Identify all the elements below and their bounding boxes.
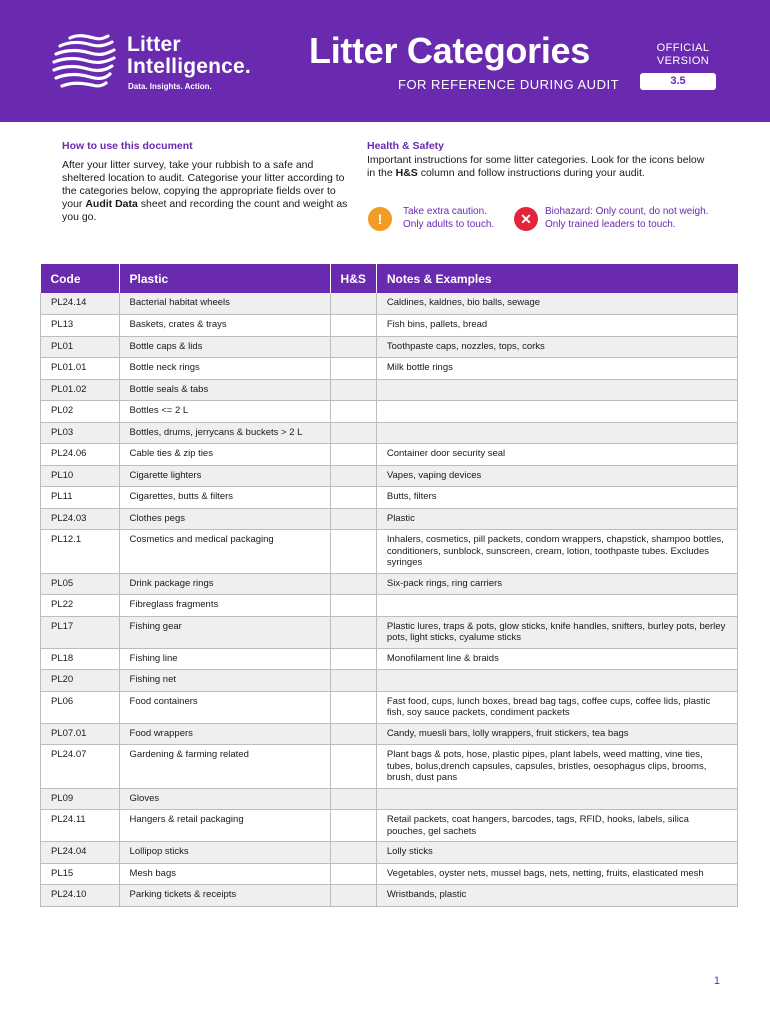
plastic-cell: Food containers bbox=[119, 691, 330, 723]
plastic-cell: Gloves bbox=[119, 788, 330, 810]
code-cell: PL24.07 bbox=[41, 745, 120, 789]
hs-cell bbox=[330, 842, 376, 864]
document-subtitle: FOR REFERENCE DURING AUDIT bbox=[398, 77, 620, 92]
plastic-cell: Parking tickets & receipts bbox=[119, 885, 330, 907]
litter-intelligence-logo-icon bbox=[50, 32, 116, 94]
health-safety-text-part-1: Important instructions for some litter categories. Look for the icons below in the bbox=[367, 154, 705, 179]
logo-wordmark bbox=[127, 34, 251, 78]
hs-cell bbox=[330, 401, 376, 423]
code-cell: PL24.10 bbox=[41, 885, 120, 907]
page-number: 1 bbox=[713, 975, 720, 987]
header-plastic: Plastic bbox=[119, 264, 330, 293]
hs-cell bbox=[330, 691, 376, 723]
cross-icon: ✕ bbox=[514, 207, 538, 231]
hs-cell bbox=[330, 723, 376, 745]
code-cell: PL13 bbox=[41, 315, 120, 337]
table-row bbox=[41, 745, 738, 789]
hs-cell bbox=[330, 670, 376, 692]
biohazard-text: Biohazard: Only count, do not weigh. Only trained leaders to touch. bbox=[545, 206, 709, 230]
hs-cell bbox=[330, 530, 376, 574]
table-row bbox=[41, 444, 738, 466]
table-row bbox=[41, 293, 738, 315]
code-cell: PL09 bbox=[41, 788, 120, 810]
hs-cell bbox=[330, 508, 376, 530]
code-cell: PL17 bbox=[41, 616, 120, 648]
notes-cell: Vapes, vaping devices bbox=[376, 465, 737, 487]
code-cell: PL24.04 bbox=[41, 842, 120, 864]
table-row bbox=[41, 842, 738, 864]
hs-cell bbox=[330, 648, 376, 670]
hs-cell bbox=[330, 315, 376, 337]
table-body bbox=[41, 293, 738, 906]
plastic-cell: Bottle caps & lids bbox=[119, 336, 330, 358]
header-banner bbox=[0, 0, 770, 122]
notes-cell: Milk bottle rings bbox=[376, 358, 737, 380]
code-cell: PL18 bbox=[41, 648, 120, 670]
table-row bbox=[41, 465, 738, 487]
hs-cell bbox=[330, 379, 376, 401]
code-cell: PL22 bbox=[41, 595, 120, 617]
plastic-cell: Hangers & retail packaging bbox=[119, 810, 330, 842]
plastic-cell: Gardening & farming related bbox=[119, 745, 330, 789]
plastic-cell: Baskets, crates & trays bbox=[119, 315, 330, 337]
code-cell: PL07.01 bbox=[41, 723, 120, 745]
notes-cell: Container door security seal bbox=[376, 444, 737, 466]
code-cell: PL01 bbox=[41, 336, 120, 358]
notes-cell: Inhalers, cosmetics, pill packets, condom wrappers, chapstick, shampoo bottles, conditioners, sunblock, sunscreen, cream, lotion, toothpaste tubes. Excludes syringes bbox=[376, 530, 737, 574]
notes-cell bbox=[376, 379, 737, 401]
code-cell: PL15 bbox=[41, 863, 120, 885]
notes-cell: Plant bags & pots, hose, plastic pipes, plant labels, weed matting, vine ties, tubes, bolus,drench capsules, capsules, bristles, oesophagus clips, brooms, brush, dust pans bbox=[376, 745, 737, 789]
plastic-cell: Bacterial habitat wheels bbox=[119, 293, 330, 315]
notes-cell: Caldines, kaldnes, bio balls, sewage bbox=[376, 293, 737, 315]
health-safety-text-part-2: column and follow instructions during your audit. bbox=[417, 167, 645, 179]
notes-cell bbox=[376, 788, 737, 810]
caution-text: Take extra caution. Only adults to touch. bbox=[403, 206, 495, 230]
table-row bbox=[41, 616, 738, 648]
hs-cell bbox=[330, 573, 376, 595]
plastic-cell: Bottle seals & tabs bbox=[119, 379, 330, 401]
code-cell: PL24.11 bbox=[41, 810, 120, 842]
how-to-heading: How to use this document bbox=[62, 140, 193, 152]
table-row bbox=[41, 422, 738, 444]
header-notes: Notes & Examples bbox=[376, 264, 737, 293]
how-to-text-part-2: sheet and recording the count and weight as you go. bbox=[62, 198, 348, 223]
notes-cell bbox=[376, 595, 737, 617]
version-badge: 3.5 bbox=[640, 73, 716, 90]
notes-cell: Wristbands, plastic bbox=[376, 885, 737, 907]
hs-cell bbox=[330, 616, 376, 648]
code-cell: PL12.1 bbox=[41, 530, 120, 574]
hs-cell bbox=[330, 336, 376, 358]
table-row bbox=[41, 595, 738, 617]
official-line-1: OFFICIAL bbox=[656, 42, 710, 54]
plastic-cell: Fishing net bbox=[119, 670, 330, 692]
table-row bbox=[41, 336, 738, 358]
table-row bbox=[41, 863, 738, 885]
hs-cell bbox=[330, 293, 376, 315]
health-safety-text bbox=[367, 154, 707, 180]
how-to-text-part-1: After your litter survey, take your rubbish to a safe and sheltered location to audit. Categorise your litter according to the categories below, copying the appropriate fields over to your bbox=[62, 159, 345, 210]
notes-cell: Monofilament line & braids bbox=[376, 648, 737, 670]
hs-cell bbox=[330, 788, 376, 810]
code-cell: PL24.03 bbox=[41, 508, 120, 530]
logo-line-1: Litter bbox=[127, 33, 181, 56]
plastic-cell: Fishing line bbox=[119, 648, 330, 670]
notes-cell: Fast food, cups, lunch boxes, bread bag tags, coffee cups, coffee lids, plastic fish, soy sauce packets, condiment packets bbox=[376, 691, 737, 723]
table-row bbox=[41, 530, 738, 574]
litter-categories-table bbox=[40, 264, 738, 907]
plastic-cell: Mesh bags bbox=[119, 863, 330, 885]
logo-line-2: Intelligence. bbox=[127, 55, 251, 78]
hs-cell bbox=[330, 885, 376, 907]
code-cell: PL01.02 bbox=[41, 379, 120, 401]
plastic-cell: Cigarettes, butts & filters bbox=[119, 487, 330, 509]
plastic-cell: Bottle neck rings bbox=[119, 358, 330, 380]
table-row bbox=[41, 401, 738, 423]
code-cell: PL06 bbox=[41, 691, 120, 723]
header-hs: H&S bbox=[330, 264, 376, 293]
plastic-cell: Drink package rings bbox=[119, 573, 330, 595]
logo-tagline: Data. Insights. Action. bbox=[128, 82, 212, 91]
table-row bbox=[41, 691, 738, 723]
code-cell: PL24.14 bbox=[41, 293, 120, 315]
code-cell: PL01.01 bbox=[41, 358, 120, 380]
plastic-cell: Bottles, drums, jerrycans & buckets > 2 L bbox=[119, 422, 330, 444]
how-to-text bbox=[62, 159, 352, 224]
notes-cell: Butts, filters bbox=[376, 487, 737, 509]
hs-cell bbox=[330, 745, 376, 789]
plastic-cell: Cigarette lighters bbox=[119, 465, 330, 487]
notes-cell: Candy, muesli bars, lolly wrappers, fruit stickers, tea bags bbox=[376, 723, 737, 745]
code-cell: PL02 bbox=[41, 401, 120, 423]
table-row bbox=[41, 885, 738, 907]
hs-cell bbox=[330, 487, 376, 509]
official-version-label bbox=[640, 42, 726, 68]
notes-cell: Six-pack rings, ring carriers bbox=[376, 573, 737, 595]
health-safety-section bbox=[367, 140, 709, 230]
table-header-row bbox=[41, 264, 738, 293]
notes-cell: Plastic lures, traps & pots, glow sticks, knife handles, snifters, burley pots, berley pots, light sticks, cyalume sticks bbox=[376, 616, 737, 648]
plastic-cell: Fishing gear bbox=[119, 616, 330, 648]
notes-cell bbox=[376, 401, 737, 423]
document-title: Litter Categories bbox=[309, 30, 590, 71]
hs-cell bbox=[330, 810, 376, 842]
how-to-section bbox=[62, 140, 352, 224]
hs-bold: H&S bbox=[395, 167, 418, 179]
code-cell: PL20 bbox=[41, 670, 120, 692]
table-row bbox=[41, 810, 738, 842]
table-row bbox=[41, 723, 738, 745]
plastic-cell: Fibreglass fragments bbox=[119, 595, 330, 617]
code-cell: PL03 bbox=[41, 422, 120, 444]
code-cell: PL10 bbox=[41, 465, 120, 487]
notes-cell: Retail packets, coat hangers, barcodes, tags, RFID, hooks, labels, silica pouches, gel sachets bbox=[376, 810, 737, 842]
plastic-cell: Clothes pegs bbox=[119, 508, 330, 530]
plastic-cell: Lollipop sticks bbox=[119, 842, 330, 864]
audit-data-bold: Audit Data bbox=[85, 198, 138, 210]
notes-cell: Fish bins, pallets, bread bbox=[376, 315, 737, 337]
table-row bbox=[41, 670, 738, 692]
table-row bbox=[41, 573, 738, 595]
code-cell: PL11 bbox=[41, 487, 120, 509]
health-safety-heading: Health & Safety bbox=[367, 140, 445, 152]
hs-cell bbox=[330, 422, 376, 444]
hs-cell bbox=[330, 863, 376, 885]
table-row bbox=[41, 508, 738, 530]
notes-cell: Plastic bbox=[376, 508, 737, 530]
table-row bbox=[41, 788, 738, 810]
notes-cell: Vegetables, oyster nets, mussel bags, nets, netting, fruits, elasticated mesh bbox=[376, 863, 737, 885]
plastic-cell: Bottles <= 2 L bbox=[119, 401, 330, 423]
notes-cell bbox=[376, 422, 737, 444]
table-row bbox=[41, 379, 738, 401]
table-row bbox=[41, 487, 738, 509]
plastic-cell: Cosmetics and medical packaging bbox=[119, 530, 330, 574]
hs-cell bbox=[330, 595, 376, 617]
code-cell: PL24.06 bbox=[41, 444, 120, 466]
table-row bbox=[41, 358, 738, 380]
official-line-2: VERSION bbox=[656, 55, 710, 67]
notes-cell: Lolly sticks bbox=[376, 842, 737, 864]
hs-cell bbox=[330, 444, 376, 466]
table-row bbox=[41, 315, 738, 337]
notes-cell: Toothpaste caps, nozzles, tops, corks bbox=[376, 336, 737, 358]
header-code: Code bbox=[41, 264, 120, 293]
hs-cell bbox=[330, 465, 376, 487]
plastic-cell: Food wrappers bbox=[119, 723, 330, 745]
table-row bbox=[41, 648, 738, 670]
plastic-cell: Cable ties & zip ties bbox=[119, 444, 330, 466]
hs-cell bbox=[330, 358, 376, 380]
code-cell: PL05 bbox=[41, 573, 120, 595]
exclamation-icon: ! bbox=[368, 207, 392, 231]
notes-cell bbox=[376, 670, 737, 692]
